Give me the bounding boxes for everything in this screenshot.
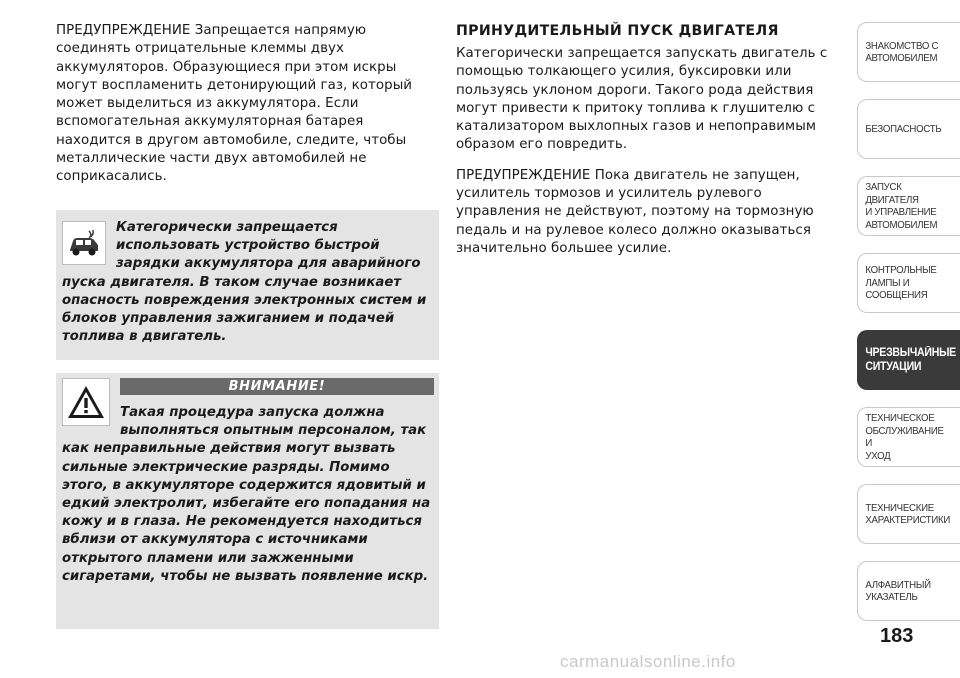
warning-triangle-icon (62, 378, 110, 426)
tab-safety[interactable]: БЕЗОПАСНОСТЬ (857, 99, 960, 159)
section-heading: ПРИНУДИТЕЛЬНЫЙ ПУСК ДВИГАТЕЛЯ (456, 23, 779, 39)
attention-text: Такая процедура запуска должна выполняться опытным персоналом, так как неправильные действия могут вызвать сильные электрические разряды. Помимо этого, в аккумуляторе содержится ядовитый и едкий электролит, избегайте его попадания на кожу и в глаза. Не рекомендуется находиться вблизи от аккумулятора с источниками открытого пламени или зажженными сигаретами, чтобы не вызвать появление искр. (56, 373, 439, 586)
charger-warning-text: Категорически запрещается использовать устройство быстрой зарядки аккумулятора для аварийного пуска двигателя. В таком случае возникает опасность повреждения электронных систем и блоков управления зажиганием и подачей топлива в двигатель. (62, 220, 427, 345)
tab-maintenance[interactable]: ТЕХНИЧЕСКОЕ ОБСЛУЖИВАНИЕ И УХОД (857, 407, 960, 467)
tab-warning-lights[interactable]: КОНТРОЛЬНЫЕ ЛАМПЫ И СООБЩЕНИЯ (857, 253, 960, 313)
tab-specifications[interactable]: ТЕХНИЧЕСКИЕ ХАРАКТЕРИСТИКИ (857, 484, 960, 544)
page-number: 183 (880, 625, 914, 647)
battery-warning-paragraph: ПРЕДУПРЕЖДЕНИЕ Запрещается напрямую соединять отрицательные клеммы двух аккумуляторов. Образующиеся при этом искры могут воспламенить детонирующий газ, который может выделиться из аккумулятора. Если вспомогательная аккумуляторная батарея находится в другом автомобиле, следите, чтобы металлические части двух автомобилей не соприкасались. (56, 23, 413, 185)
tab-vehicle-intro[interactable]: ЗНАКОМСТВО С АВТОМОБИЛЕМ (857, 22, 960, 82)
tab-starting-driving[interactable]: ЗАПУСК ДВИГАТЕЛЯ И УПРАВЛЕНИЕ АВТОМОБИЛЕМ (857, 176, 960, 236)
charger-warning-box (56, 210, 439, 360)
car-fire-icon (62, 221, 106, 265)
watermark: carmanualsonline.info (560, 652, 736, 671)
tab-emergency[interactable]: ЧРЕЗВЫЧАЙНЫЕ СИТУАЦИИ (857, 330, 960, 390)
tab-index[interactable]: АЛФАВИТНЫЙ УКАЗАТЕЛЬ (857, 561, 960, 621)
chapter-sidebar (857, 22, 960, 638)
attention-box (56, 373, 439, 629)
attention-header: ВНИМАНИЕ! (120, 378, 434, 395)
left-column (56, 22, 438, 187)
brake-warning-paragraph: ПРЕДУПРЕЖДЕНИЕ Пока двигатель не запущен, усилитель тормозов и усилитель рулевого управления не действуют, поэтому на тормозную педаль и на рулевое колесо должно оказываться значительно большее усилие. (456, 167, 814, 256)
push-start-paragraph: Категорически запрещается запускать двигатель с помощью толкающего усилия, буксировки или пользуясь уклоном дороги. Такого рода действия могут привести к притоку топлива к глушителю с катализатором выхлопных газов и непоправимым образом его повредить. (456, 46, 828, 153)
right-column (456, 22, 842, 258)
